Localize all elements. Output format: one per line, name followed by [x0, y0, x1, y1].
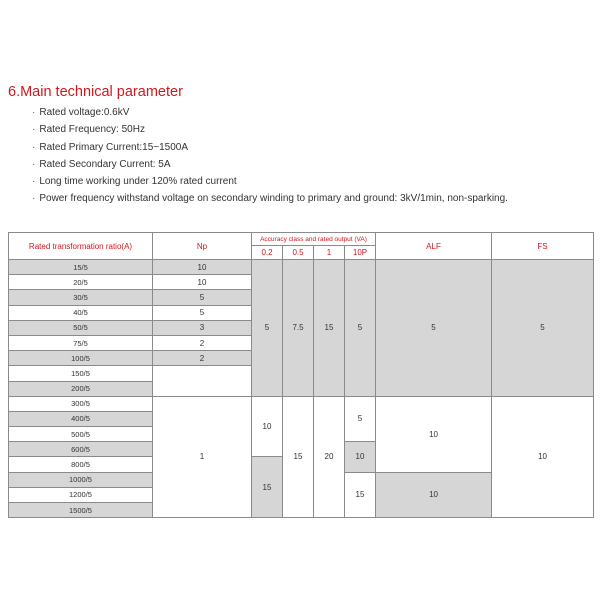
technical-parameter-table — [8, 232, 594, 518]
class-1-cell: 15 — [314, 260, 345, 397]
ratio-cell: 1000/5 — [9, 472, 153, 487]
ratio-cell: 150/5 — [9, 366, 153, 381]
parameter-rated-voltage: · Rated voltage:0.6kV — [32, 104, 508, 121]
class-10p-cell: 15 — [345, 472, 376, 518]
ratio-cell: 15/5 — [9, 260, 153, 275]
parameter-withstand-voltage: · Power frequency withstand voltage on secondary winding to primary and ground: 3kV/1min, non-sparking. — [32, 190, 508, 207]
ratio-cell: 500/5 — [9, 427, 153, 442]
class-1-cell: 20 — [314, 396, 345, 518]
ratio-cell: 200/5 — [9, 381, 153, 396]
class-10p-cell: 10 — [345, 442, 376, 472]
parameter-rated-primary-current: · Rated Primary Current:15~1500A — [32, 139, 508, 156]
header-accuracy-group: Accuracy class and rated output (VA) — [252, 233, 376, 246]
ratio-cell: 30/5 — [9, 290, 153, 305]
ratio-cell: 1500/5 — [9, 503, 153, 518]
np-cell: 2 — [153, 351, 252, 366]
ratio-cell: 50/5 — [9, 320, 153, 335]
np-cell: 1 — [153, 396, 252, 518]
ratio-cell: 20/5 — [9, 275, 153, 290]
header-class-10p: 10P — [345, 246, 376, 260]
class-0.2-cell: 15 — [252, 457, 283, 518]
fs-cell: 5 — [492, 260, 594, 397]
class-10p-cell: 5 — [345, 396, 376, 442]
header-fs: FS — [492, 233, 594, 260]
class-0.2-cell: 10 — [252, 396, 283, 457]
alf-cell: 10 — [376, 472, 492, 518]
alf-cell: 5 — [376, 260, 492, 397]
class-0.5-cell: 7.5 — [283, 260, 314, 397]
ratio-cell: 40/5 — [9, 305, 153, 320]
ratio-cell: 300/5 — [9, 396, 153, 411]
ratio-cell: 1200/5 — [9, 487, 153, 502]
header-ratio: Rated transformation ratio(A) — [9, 233, 153, 260]
header-class-0.5: 0.5 — [283, 246, 314, 260]
fs-cell: 10 — [492, 396, 594, 518]
class-0.5-cell: 15 — [283, 396, 314, 518]
parameter-list — [32, 104, 508, 208]
np-cell: 10 — [153, 260, 252, 275]
alf-cell: 10 — [376, 396, 492, 472]
header-alf: ALF — [376, 233, 492, 260]
ratio-cell: 100/5 — [9, 351, 153, 366]
np-cell: 3 — [153, 320, 252, 335]
np-cell: 5 — [153, 305, 252, 320]
header-np: Np — [153, 233, 252, 260]
parameter-rated-secondary-current: · Rated Secondary Current: 5A — [32, 156, 508, 173]
np-cell: 5 — [153, 290, 252, 305]
section-title: 6.Main technical parameter — [8, 84, 183, 100]
parameter-rated-frequency: · Rated Frequency: 50Hz — [32, 121, 508, 138]
np-cell-empty — [153, 366, 252, 396]
header-class-1: 1 — [314, 246, 345, 260]
ratio-cell: 400/5 — [9, 411, 153, 426]
ratio-cell: 800/5 — [9, 457, 153, 472]
header-class-0.2: 0.2 — [252, 246, 283, 260]
parameter-overload: · Long time working under 120% rated current — [32, 173, 508, 190]
np-cell: 2 — [153, 335, 252, 350]
ratio-cell: 600/5 — [9, 442, 153, 457]
ratio-cell: 75/5 — [9, 335, 153, 350]
class-10p-cell: 5 — [345, 260, 376, 397]
class-0.2-cell: 5 — [252, 260, 283, 397]
np-cell: 10 — [153, 275, 252, 290]
